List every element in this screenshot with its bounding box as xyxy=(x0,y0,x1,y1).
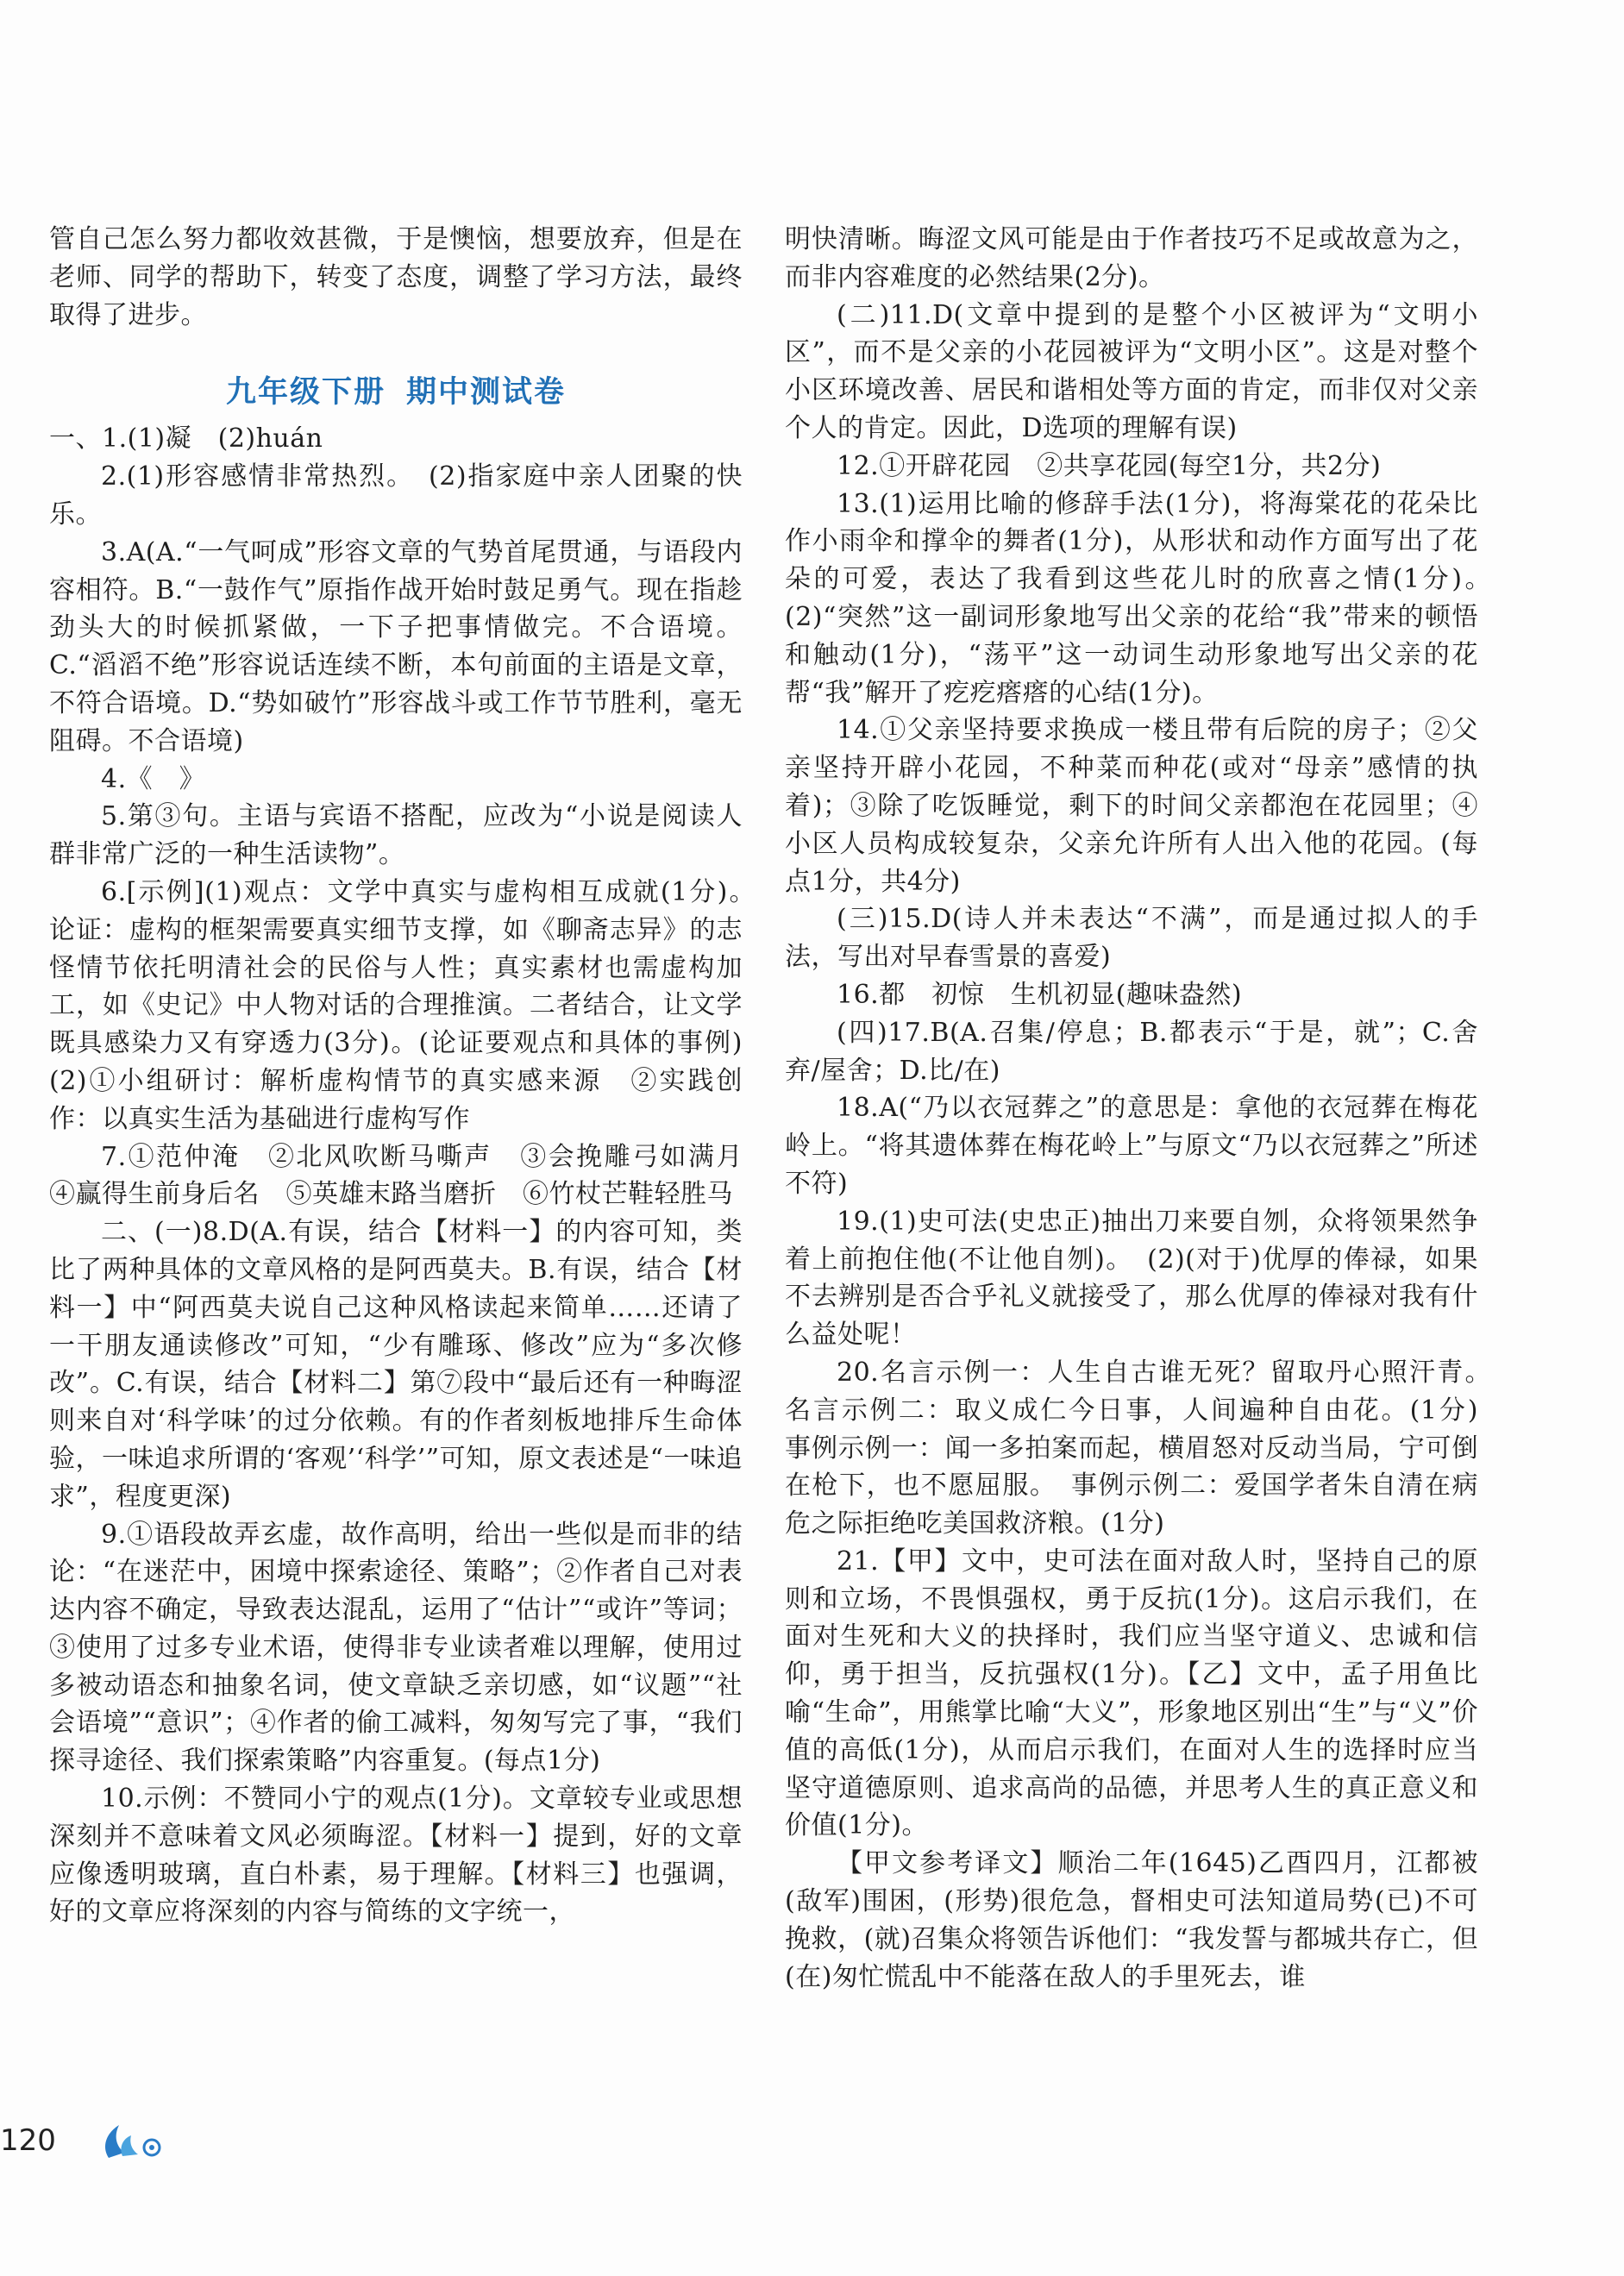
left-column xyxy=(49,221,769,1931)
answer-paragraph: 一、1.(1)凝 (2)huán xyxy=(49,423,323,455)
answer-paragraph: (三)15.D(诗人并未表达“不满”，而是通过拟人的手法，写出对早春雪景的喜爱) xyxy=(785,904,1478,973)
answer-paragraph: 明快清晰。晦涩文风可能是由于作者技巧不足或故意为之，而非内容难度的必然结果(2分)。 xyxy=(785,224,1478,292)
publisher-logo-icon xyxy=(93,2113,171,2165)
page-number: 120 xyxy=(0,2123,56,2158)
answer-paragraph: 12.①开辟花园 ②共享花园(每空1分，共2分) xyxy=(837,450,1382,481)
answer-paragraph: 18.A(“乃以衣冠葬之”的意思是：拿他的衣冠葬在梅花岭上。“将其遗体葬在梅花岭上”与原文“乃以衣冠葬之”所述不符) xyxy=(785,1093,1478,1199)
answer-paragraph: 14.①父亲坚持要求换成一楼且带有后院的房子；②父亲坚持开辟小花园，不种菜而种花(或对“母亲”感情的执着)；③除了吃饭睡觉，剩下的时间父亲都泡在花园里；④小区人员构成较复杂，父亲允许所有人出入他的花园。(每点1分，共4分) xyxy=(785,715,1478,897)
answer-paragraph: (四)17.B(A.召集/停息；B.都表示“于是，就”；C.舍弃/屋舍；D.比/在) xyxy=(785,1017,1478,1086)
section-title-part1: 九年级下册 xyxy=(225,374,386,411)
answer-paragraph: 【甲文参考译文】顺治二年(1645)乙酉四月，江都被(敌军)围困，(形势)很危急，督相史可法知道局势(已)不可挽救，(就)召集众将领告诉他们：“我发誓与都城共存亡，但(在)匆忙慌乱中不能落在敌人的手里死去，谁 xyxy=(785,1848,1478,1992)
answer-paragraph: 2.(1)形容感情非常热烈。 (2)指家庭中亲人团聚的快乐。 xyxy=(49,461,743,530)
answer-paragraph: 21.【甲】文中，史可法在面对敌人时，坚持自己的原则和立场，不畏惧强权，勇于反抗(1分)。这启示我们，在面对生死和大义的抉择时，我们应当坚守道义、忠诚和信仰，勇于担当，反抗强权(1分)。【乙】文中，孟子用鱼比喻“生命”，用熊掌比喻“大义”，形象地区别出“生”与“义”价值的高低(1分)，从而启示我们，在面对人生的选择时应当坚守道德原则、追求高尚的品德，并思考人生的真正意义和价值(1分)。 xyxy=(785,1546,1478,1841)
section-title xyxy=(49,367,743,418)
answer-paragraph: 20.名言示例一：人生自古谁无死？留取丹心照汗青。 名言示例二：取义成仁今日事，人间遍种自由花。(1分) 事例示例一：闻一多拍案而起，横眉怒对反动当局，宁可倒在枪下，也不愿屈服。 事例示例二：爱国学者朱自清在病危之际拒绝吃美国救济粮。(1分) xyxy=(785,1357,1505,1539)
answer-paragraph: 13.(1)运用比喻的修辞手法(1分)，将海棠花的花朵比作小雨伞和撑伞的舞者(1分)，从形状和动作方面写出了花朵的可爱，表达了我看到这些花儿时的欣喜之情(1分)。 (2)“突然”这一副词形象地写出父亲的花给“我”带来的顿悟和触动(1分)，“荡平”这一动词生动形象地写出父亲的花帮“我”解开了疙疙瘩瘩的心结(1分)。 xyxy=(785,488,1505,708)
answer-paragraph: 3.A(A.“一气呵成”形容文章的气势首尾贯通，与语段内容相符。B.“一鼓作气”原指作战开始时鼓足勇气。现在指趁劲头大的时候抓紧做，一下子把事情做完。不合语境。C.“滔滔不绝”形容说话连续不断，本句前面的主语是文章，不符合语境。D.“势如破竹”形容战斗或工作节节胜利，毫无阻碍。不合语境) xyxy=(49,536,743,756)
answer-paragraph: (二)11.D(文章中提到的是整个小区被评为“文明小区”，而不是父亲的小花园被评为“文明小区”。这是对整个小区环境改善、居民和谐相处等方面的肯定，而非仅对父亲个人的肯定。因此，D选项的理解有误) xyxy=(785,299,1478,443)
section-title-part2: 期中测试卷 xyxy=(406,374,567,411)
answer-paragraph: 管自己怎么努力都收效甚微，于是懊恼，想要放弃，但是在老师、同学的帮助下，转变了态度，调整了学习方法，最终取得了进步。 xyxy=(49,224,743,330)
answer-paragraph: 10.示例：不赞同小宁的观点(1分)。文章较专业或思想深刻并不意味着文风必须晦涩。【材料一】提到，好的文章应像透明玻璃，直白朴素，易于理解。【材料三】也强调，好的文章应将深刻的内容与简练的文字统一， xyxy=(49,1784,743,1928)
answer-paragraph: 16.都 初惊 生机初显(趣味盎然) xyxy=(837,979,1243,1010)
answer-paragraph: 5.第③句。主语与宾语不搭配，应改为“小说是阅读人群非常广泛的一种生活读物”。 xyxy=(49,801,743,870)
right-column xyxy=(785,221,1505,1996)
answer-paragraph: 6.[示例](1)观点：文学中真实与虚构相互成就(1分)。 论证：虚构的框架需要真实细节支撑，如《聊斋志异》的志怪情节依托明清社会的民俗与人性；真实素材也需虚构加工，如《史记》中人物对话的合理推演。二者结合，让文学既具感染力又有穿透力(3分)。(论证要观点和具体的事例) (2)①小组研讨：解析虚构情节的真实感来源 ②实践创作：以真实生活为基础进行虚构写作 xyxy=(49,876,769,1134)
answer-paragraph: 7.①范仲淹 ②北风吹断马嘶声 ③会挽雕弓如满月 ④赢得生前身后名 ⑤英雄末路当磨折 ⑥竹杖芒鞋轻胜马 xyxy=(49,1141,769,1210)
answer-paragraph: 二、(一)8.D(A.有误，结合【材料一】的内容可知，类比了两种具体的文章风格的是阿西莫夫。B.有误，结合【材料一】中“阿西莫夫说自己这种风格读起来简单……还请了一干朋友通读修改”可知，“少有雕琢、修改”应为“多次修改”。C.有误，结合【材料二】第⑦段中“最后还有一种晦涩则来自对‘科学味’的过分依赖。有的作者刻板地排斥生命体验，一味追求所谓的‘客观’‘科学’”可知，原文表述是“一味追求”，程度更深) xyxy=(49,1217,743,1512)
answer-paragraph: 9.①语段故弄玄虚，故作高明，给出一些似是而非的结论：“在迷茫中，困境中探索途径、策略”；②作者自己对表达内容不确定，导致表达混乱，运用了“估计”“或许”等词；③使用了过多专业术语，使得非专业读者难以理解，使用过多被动语态和抽象名词，使文章缺乏亲切感，如“议题”“社会语境”“意识”；④作者的偷工减料，匆匆写完了事，“我们探寻途径、我们探索策略”内容重复。(每点1分) xyxy=(49,1519,743,1777)
answer-paragraph: 19.(1)史可法(史忠正)抽出刀来要自刎，众将领果然争着上前抱住他(不让他自刎)。 (2)(对于)优厚的俸禄，如果不去辨别是否合乎礼义就接受了，那么优厚的俸禄对我有什么益处呢！ xyxy=(785,1206,1478,1351)
answer-paragraph: 4.《 》 xyxy=(101,763,206,794)
